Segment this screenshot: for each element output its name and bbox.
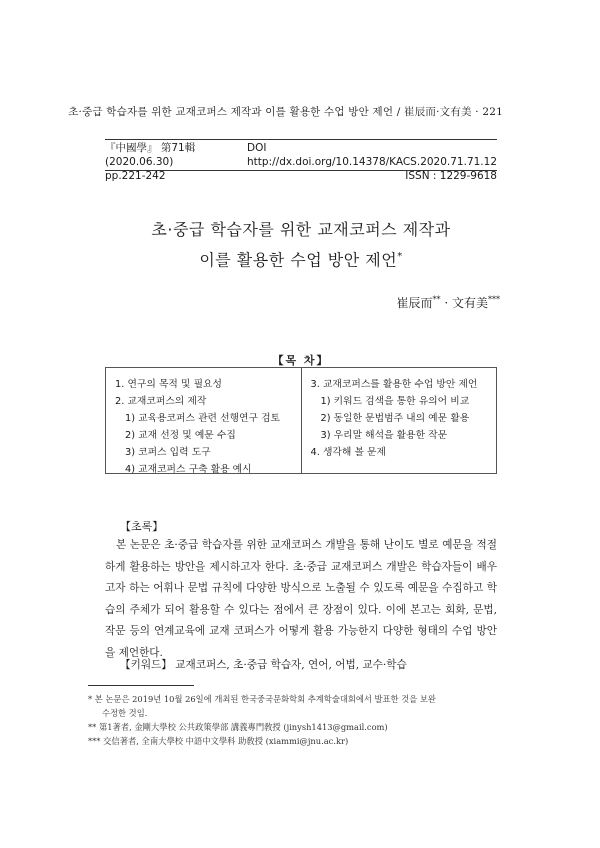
- title-line-2: 이를 활용한 수업 방안 제언: [199, 250, 398, 270]
- journal-info: 『中國學』 第71輯 (2020.06.30): [105, 142, 196, 168]
- running-head: 초·중급 학습자를 위한 교재코퍼스 제작과 이를 활용한 수업 방안 제언 / 崔辰而·文有美 · 221: [68, 106, 503, 118]
- toc-item[interactable]: 3) 코퍼스 입력 도구: [125, 447, 211, 458]
- toc-label: 【목 차】: [272, 354, 330, 367]
- toc-item[interactable]: 3) 우리말 해석을 활용한 작문: [320, 430, 448, 441]
- table-of-contents: [105, 367, 497, 474]
- author-first-mark[interactable]: **: [432, 295, 441, 304]
- toc-item[interactable]: 4) 교재코퍼스 구축 활용 예시: [125, 464, 252, 475]
- author-second: 文有美: [451, 296, 488, 310]
- meta-bottom-rule: [105, 170, 497, 171]
- issn: ISSN : 1229-9618: [405, 170, 497, 182]
- footnote-item: [88, 692, 498, 720]
- footnote-text: 第1著者, 金剛大學校 公共政策學部 講義專門敎授 (jinysh1413@gmail.com): [98, 722, 388, 732]
- toc-item[interactable]: 4. 생각해 볼 문제: [310, 447, 386, 458]
- keywords: 【키워드】 교재코퍼스, 초·중급 학습자, 연어, 어법, 교수·학습: [120, 659, 407, 671]
- paper-title: [60, 216, 542, 273]
- author-line: [397, 294, 500, 311]
- footnote-mark: ***: [88, 736, 101, 746]
- toc-right-column: [301, 368, 497, 473]
- toc-item[interactable]: 2. 교재코퍼스의 제작: [115, 396, 207, 407]
- author-separator: ·: [440, 296, 452, 310]
- toc-item[interactable]: 1) 키워드 검색을 통한 유의어 비교: [320, 396, 470, 407]
- title-line-1: 초·중급 학습자를 위한 교재코퍼스 제작과: [151, 220, 451, 239]
- title-footnote-mark[interactable]: *: [397, 251, 403, 262]
- footnote-continuation: 수정한 것임.: [102, 708, 148, 718]
- footnote-item: [88, 734, 498, 748]
- meta-top-rule: [105, 139, 497, 140]
- footnotes: [88, 692, 498, 748]
- footnote-text: 交信著者, 全南大學校 中語中文學科 助敎授 (xiammi@jnu.ac.kr): [103, 736, 349, 746]
- abstract-label: 【초록】: [120, 520, 164, 533]
- footnote-rule: [88, 685, 194, 686]
- toc-left-column: [106, 368, 301, 473]
- abstract-text: 본 논문은 초·중급 학습자를 위한 교재코퍼스 개발을 통해 난이도 별로 예문을 적절하게 활용하는 방안을 제시하고자 한다. 초·중급 교재코퍼스 개발은 학습자들이 배우고자 하는 어휘나 문법 규칙에 다양한 방식으로 노출될 수 있도록 예문을 수집하고 학습의 주체가 되어 활용할 수 있다는 점에서 큰 장점이 있다. 이에 본고는 회화, 문법, 작문 등의 연계교육에 교재 코퍼스가 어떻게 활용 가능한지 다양한 형태의 수업 방안을 제언한다.: [105, 539, 497, 659]
- toc-item[interactable]: 1) 교육용코퍼스 관련 선행연구 검토: [125, 413, 281, 424]
- footnote-mark: **: [88, 722, 97, 732]
- author-second-mark[interactable]: ***: [488, 295, 500, 304]
- footnote-item: [88, 720, 498, 734]
- page-range: pp.221-242: [105, 170, 166, 182]
- toc-item[interactable]: 3. 교재코퍼스를 활용한 수업 방안 제언: [310, 379, 478, 390]
- toc-item[interactable]: 2) 동일한 문법범주 내의 예문 활용: [320, 413, 470, 424]
- author-first: 崔辰而: [396, 296, 433, 310]
- footnote-text: 본 논문은 2019년 10월 26일에 개최된 한국중국문화학회 추계학술대회에서 발표한 것을 보완: [94, 694, 436, 704]
- toc-item[interactable]: 2) 교재 선정 및 예문 수집: [125, 430, 236, 441]
- article-meta: [105, 141, 497, 183]
- footnote-mark: *: [88, 694, 93, 704]
- toc-item[interactable]: 1. 연구의 목적 및 필요성: [115, 379, 222, 390]
- doi-link[interactable]: DOI http://dx.doi.org/10.14378/KACS.2020.71.71.12: [247, 142, 498, 168]
